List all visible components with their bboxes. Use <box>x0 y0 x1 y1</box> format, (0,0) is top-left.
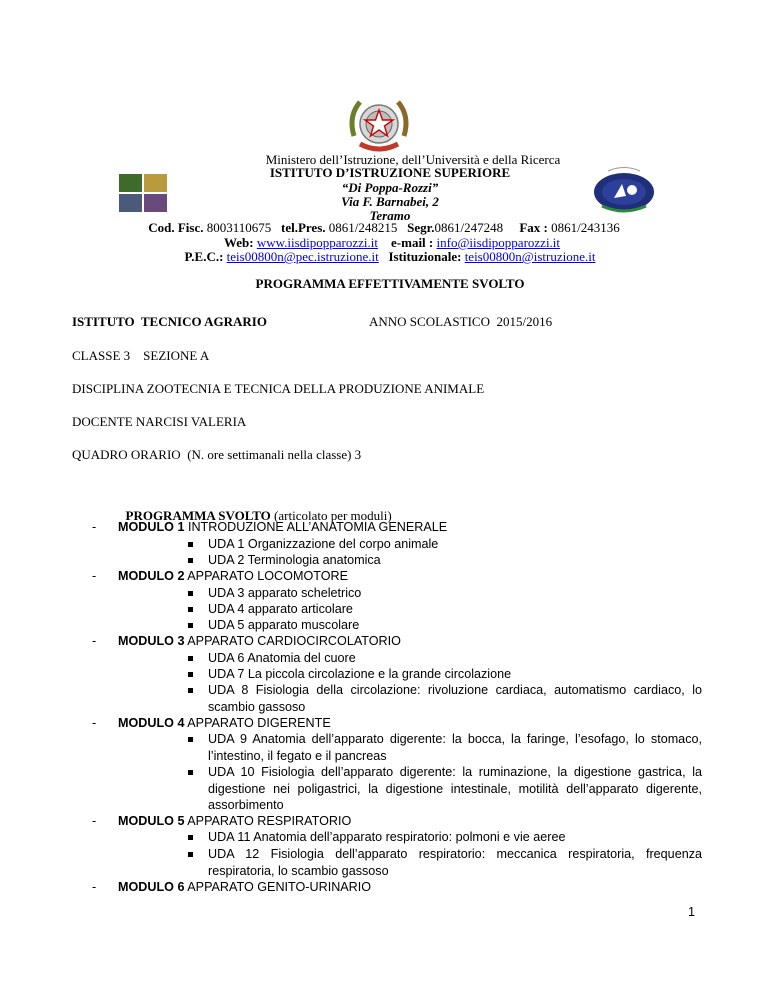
pec-line: P.E.C.: teis00800n@pec.istruzione.it Istituzionale: teis00800n@istruzione.it <box>184 249 596 264</box>
bullet-icon <box>188 737 193 742</box>
website-link[interactable]: www.iisdipopparozzi.it <box>256 235 379 250</box>
web-email-line: Web: www.iisdipopparozzi.it e-mail : info@iisdipopparozzi.it <box>223 235 561 250</box>
uda-1: UDA 1 Organizzazione del corpo animale <box>208 537 439 551</box>
module-2: MODULO 2 APPARATO LOCOMOTORE <box>118 569 348 583</box>
uda-11: UDA 11 Anatomia dell’apparato respiratorio: polmoni e vie aeree <box>208 830 566 844</box>
module-5: MODULO 5 APPARATO RESPIRATORIO <box>118 814 352 828</box>
page-number: 1 <box>688 905 696 919</box>
list-dash: - <box>92 634 97 648</box>
uda-5: UDA 5 apparato muscolare <box>208 618 360 632</box>
uda-9: UDA 9 Anatomia dell’apparato digerente: la bocca, la faringe, l’esofago, lo stomaco, l’intestino, il fegato e il pancreas <box>208 732 702 763</box>
bullet-icon <box>188 542 193 547</box>
contacts-line: Cod. Fisc. 8003110675 tel.Pres. 0861/248215 Segr.0861/247248 Fax : 0861/243136 <box>148 220 620 235</box>
list-dash: - <box>92 716 97 730</box>
list-dash: - <box>92 880 97 894</box>
bullet-icon <box>188 591 193 596</box>
list-dash: - <box>92 814 97 828</box>
uda-12: UDA 12 Fisiologia dell’apparato respiratorio: meccanica respiratoria, frequenza respiratoria, lo scambio gassoso <box>208 847 702 878</box>
uda-8: UDA 8 Fisiologia della circolazione: rivoluzione cardiaca, automatismo cardiaco, lo scambio gassoso <box>208 683 702 714</box>
bullet-icon <box>188 835 193 840</box>
institute-line: ISTITUTO D’ISTRUZIONE SUPERIORE <box>269 165 511 180</box>
docente: DOCENTE NARCISI VALERIA <box>72 414 247 429</box>
classe-sezione: CLASSE 3 SEZIONE A <box>72 348 210 363</box>
anno-scolastico: ANNO SCOLASTICO 2015/2016 <box>369 314 553 329</box>
city-line: Teramo <box>369 208 411 223</box>
pec-link[interactable]: teis00800n@pec.istruzione.it <box>226 249 379 264</box>
bullet-icon <box>188 688 193 693</box>
uda-10: UDA 10 Fisiologia dell’apparato digerente: la ruminazione, la digestione gastrica, la digestione nei poligastrici, la digestione intestinale, motilità dell’apparato digerente, assorbimento <box>208 765 702 812</box>
uda-2: UDA 2 Terminologia anatomica <box>208 553 381 567</box>
disciplina: DISCIPLINA ZOOTECNIA E TECNICA DELLA PRODUZIONE ANIMALE <box>72 381 485 396</box>
module-1: MODULO 1 INTRODUZIONE ALL’ANATOMIA GENERALE <box>118 520 448 534</box>
ministry-line: Ministero dell’Istruzione, dell’Università e della Ricerca <box>265 152 561 167</box>
bullet-icon <box>188 852 193 857</box>
school-name: “Di Poppa-Rozzi” <box>341 180 439 195</box>
institutional-email-link[interactable]: teis00800n@istruzione.it <box>464 249 596 264</box>
document-title: PROGRAMMA EFFETTIVAMENTE SVOLTO <box>255 276 525 291</box>
module-6: MODULO 6 APPARATO GENITO-URINARIO <box>118 880 372 894</box>
bullet-icon <box>188 607 193 612</box>
bullet-icon <box>188 623 193 628</box>
bullet-icon <box>188 558 193 563</box>
bullet-icon <box>188 672 193 677</box>
istituto-label: ISTITUTO TECNICO AGRARIO <box>72 314 267 329</box>
program-heading: PROGRAMMA SVOLTO (articolato per moduli) <box>125 508 392 523</box>
quadro-orario: QUADRO ORARIO (N. ore settimanali nella classe) 3 <box>72 447 362 462</box>
uda-4: UDA 4 apparato articolare <box>208 602 353 616</box>
bullet-icon <box>188 656 193 661</box>
list-dash: - <box>92 569 97 583</box>
address-line: Via F. Barnabei, 2 <box>341 194 439 209</box>
italian-republic-emblem-logo <box>346 96 412 156</box>
uda-7: UDA 7 La piccola circolazione e la grande circolazione <box>208 667 512 681</box>
uda-6: UDA 6 Anatomia del cuore <box>208 651 356 665</box>
module-4: MODULO 4 APPARATO DIGERENTE <box>118 716 331 730</box>
list-dash: - <box>92 520 97 534</box>
uda-3: UDA 3 apparato scheletrico <box>208 586 362 600</box>
bullet-icon <box>188 770 193 775</box>
module-3: MODULO 3 APPARATO CARDIOCIRCOLATORIO <box>118 634 401 648</box>
email-link[interactable]: info@iisdipopparozzi.it <box>436 235 561 250</box>
